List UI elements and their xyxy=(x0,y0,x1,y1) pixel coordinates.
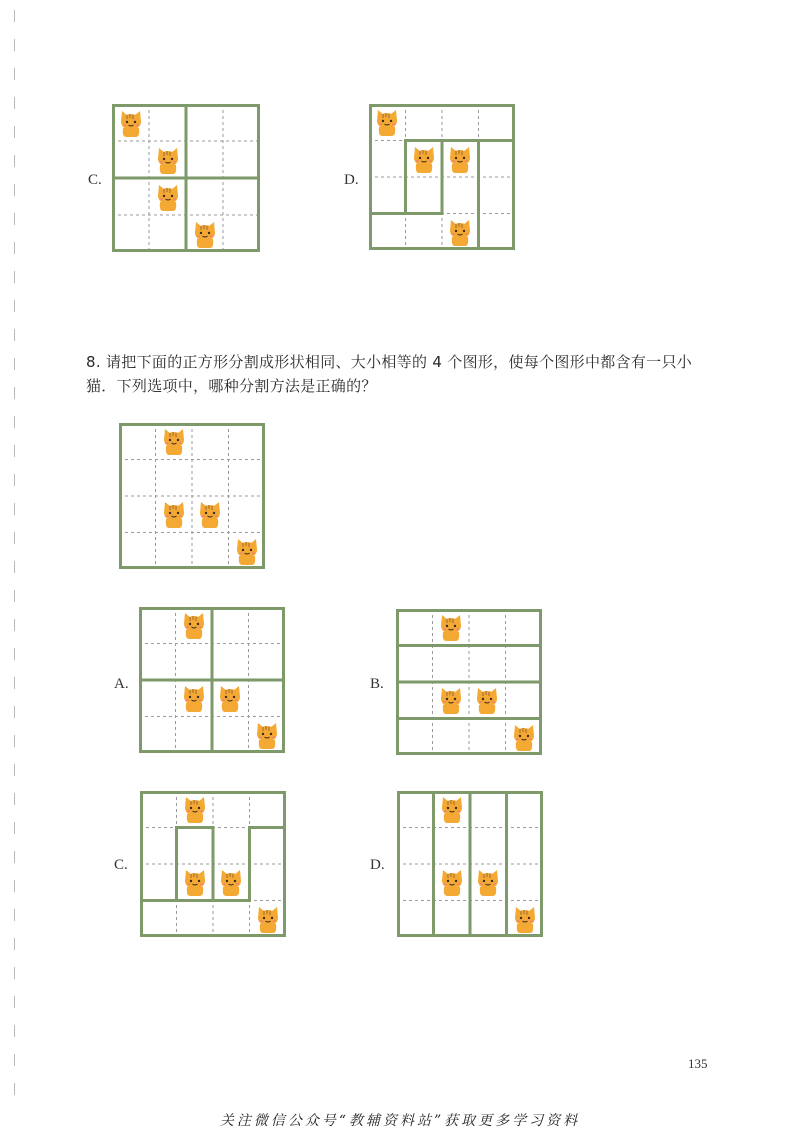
cat-icon xyxy=(512,904,538,934)
cat-icon xyxy=(197,499,223,529)
cat-icon xyxy=(438,685,464,715)
grid-top-c xyxy=(112,104,260,252)
grid-option-c xyxy=(140,791,286,937)
cat-icon xyxy=(118,108,144,138)
cat-icon xyxy=(255,904,281,934)
footer-watermark: 关注微信公众号“教辅资料站”获取更多学习资料 xyxy=(219,1113,581,1129)
cat-icon xyxy=(161,426,187,456)
cat-icon xyxy=(182,794,208,824)
cat-icon xyxy=(161,499,187,529)
option-label-a: A. xyxy=(114,676,129,692)
cat-icon xyxy=(439,867,465,897)
cat-icon xyxy=(155,182,181,212)
cat-icon xyxy=(155,145,181,175)
cat-icon xyxy=(447,217,473,247)
option-label-c: C. xyxy=(114,857,128,873)
cat-icon xyxy=(374,107,400,137)
cat-icon xyxy=(254,720,280,750)
cat-icon xyxy=(234,536,260,566)
option-label-b: B. xyxy=(370,676,384,692)
cat-icon xyxy=(447,144,473,174)
cat-icon xyxy=(475,867,501,897)
grid-question-main xyxy=(119,423,265,569)
grid-option-b xyxy=(396,609,542,755)
cat-icon xyxy=(218,867,244,897)
cat-icon xyxy=(217,683,243,713)
option-label-top-d: D. xyxy=(344,172,359,188)
cat-icon xyxy=(192,219,218,249)
cat-icon xyxy=(181,683,207,713)
cat-icon xyxy=(511,722,537,752)
page-number: 135 xyxy=(688,1056,708,1071)
binding-margin-marks xyxy=(10,10,22,1110)
cat-icon xyxy=(182,867,208,897)
cat-icon xyxy=(439,794,465,824)
grid-option-d xyxy=(397,791,543,937)
option-label-top-c: C. xyxy=(88,172,102,188)
cat-icon xyxy=(181,610,207,640)
cat-icon xyxy=(474,685,500,715)
question-8 xyxy=(86,350,706,398)
grid-option-a xyxy=(139,607,285,753)
option-label-d: D. xyxy=(370,857,385,873)
question-number: 8. xyxy=(86,353,101,371)
grid-top-d xyxy=(369,104,515,250)
cat-icon xyxy=(411,144,437,174)
question-text: 请把下面的正方形分割成形状相同、大小相等的 4 个图形，使每个图形中都含有一只小猫．下列选项中，哪种分割方法是正确的？ xyxy=(86,353,693,395)
cat-icon xyxy=(438,612,464,642)
